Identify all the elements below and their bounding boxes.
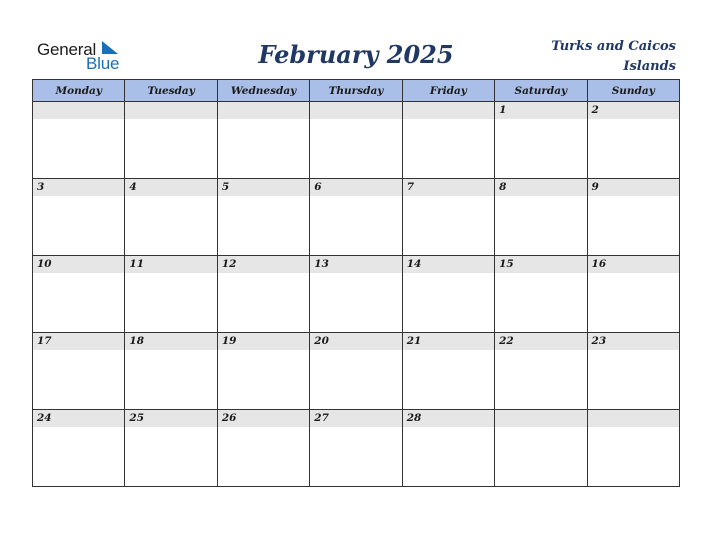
day-number bbox=[310, 102, 401, 119]
day-number bbox=[495, 410, 586, 427]
day-cell bbox=[217, 102, 309, 179]
day-cell bbox=[33, 333, 125, 410]
day-number: 27 bbox=[310, 410, 401, 427]
logo-text-general: General bbox=[37, 40, 97, 59]
week-row bbox=[33, 102, 680, 179]
day-number: 9 bbox=[588, 179, 679, 196]
weekday-header: Saturday bbox=[495, 80, 587, 102]
day-cell bbox=[125, 179, 217, 256]
day-cell bbox=[310, 410, 402, 487]
day-cell bbox=[125, 256, 217, 333]
day-number: 22 bbox=[495, 333, 586, 350]
day-cell bbox=[310, 256, 402, 333]
day-number: 17 bbox=[33, 333, 124, 350]
day-number: 11 bbox=[125, 256, 216, 273]
day-cell bbox=[587, 333, 679, 410]
day-cell bbox=[587, 179, 679, 256]
day-cell bbox=[495, 410, 587, 487]
day-number: 3 bbox=[33, 179, 124, 196]
day-number: 21 bbox=[403, 333, 494, 350]
day-cell bbox=[33, 410, 125, 487]
day-cell bbox=[495, 333, 587, 410]
day-cell bbox=[402, 179, 494, 256]
weekday-header: Friday bbox=[402, 80, 494, 102]
day-number bbox=[403, 102, 494, 119]
day-number: 15 bbox=[495, 256, 586, 273]
weekday-header: Wednesday bbox=[217, 80, 309, 102]
day-cell bbox=[310, 179, 402, 256]
day-number: 14 bbox=[403, 256, 494, 273]
day-number: 26 bbox=[218, 410, 309, 427]
day-number: 6 bbox=[310, 179, 401, 196]
day-number bbox=[33, 102, 124, 119]
day-cell bbox=[402, 333, 494, 410]
day-cell bbox=[310, 102, 402, 179]
day-number: 4 bbox=[125, 179, 216, 196]
day-number: 1 bbox=[495, 102, 586, 119]
day-cell bbox=[125, 333, 217, 410]
weekday-header: Thursday bbox=[310, 80, 402, 102]
day-number: 2 bbox=[588, 102, 679, 119]
week-row bbox=[33, 179, 680, 256]
day-cell bbox=[402, 256, 494, 333]
day-number: 8 bbox=[495, 179, 586, 196]
day-number bbox=[588, 410, 679, 427]
weekday-header: Sunday bbox=[587, 80, 679, 102]
calendar-grid bbox=[32, 79, 680, 487]
day-cell bbox=[33, 179, 125, 256]
day-cell bbox=[217, 256, 309, 333]
day-number: 20 bbox=[310, 333, 401, 350]
day-cell bbox=[217, 410, 309, 487]
day-number: 16 bbox=[588, 256, 679, 273]
day-number: 5 bbox=[218, 179, 309, 196]
logo-text-blue: Blue bbox=[86, 54, 120, 73]
day-cell bbox=[125, 102, 217, 179]
day-number: 23 bbox=[588, 333, 679, 350]
day-cell bbox=[125, 410, 217, 487]
calendar-title: February 2025 bbox=[258, 40, 454, 69]
day-cell bbox=[310, 333, 402, 410]
day-cell bbox=[402, 410, 494, 487]
logo-triangle-icon bbox=[100, 41, 120, 55]
day-number: 10 bbox=[33, 256, 124, 273]
weekday-header: Monday bbox=[33, 80, 125, 102]
day-cell bbox=[587, 102, 679, 179]
day-cell bbox=[495, 256, 587, 333]
day-number: 7 bbox=[403, 179, 494, 196]
weekday-header-row bbox=[33, 80, 680, 102]
day-cell bbox=[587, 256, 679, 333]
day-cell bbox=[587, 410, 679, 487]
day-cell bbox=[217, 179, 309, 256]
day-cell bbox=[495, 102, 587, 179]
generalblue-logo bbox=[37, 40, 137, 74]
day-cell bbox=[495, 179, 587, 256]
day-cell bbox=[33, 256, 125, 333]
week-row bbox=[33, 410, 680, 487]
day-number: 28 bbox=[403, 410, 494, 427]
weekday-header: Tuesday bbox=[125, 80, 217, 102]
region-name: Turks and Caicos Islands bbox=[551, 39, 676, 74]
week-row bbox=[33, 333, 680, 410]
day-number: 12 bbox=[218, 256, 309, 273]
day-number: 13 bbox=[310, 256, 401, 273]
week-row bbox=[33, 256, 680, 333]
day-number: 19 bbox=[218, 333, 309, 350]
day-cell bbox=[217, 333, 309, 410]
day-cell bbox=[402, 102, 494, 179]
day-number: 24 bbox=[33, 410, 124, 427]
day-number bbox=[125, 102, 216, 119]
day-cell bbox=[33, 102, 125, 179]
day-number: 18 bbox=[125, 333, 216, 350]
day-number bbox=[218, 102, 309, 119]
day-number: 25 bbox=[125, 410, 216, 427]
